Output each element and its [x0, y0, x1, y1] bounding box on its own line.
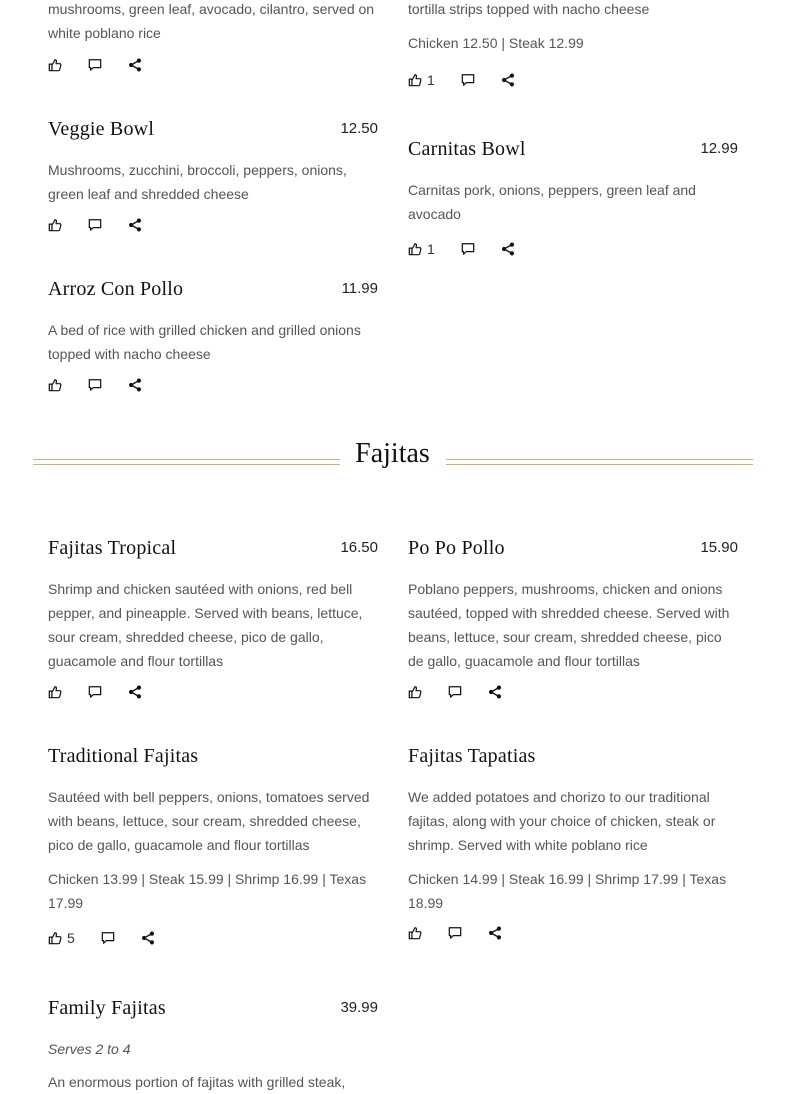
thumbs-up-icon: [48, 218, 62, 232]
like-button[interactable]: [48, 685, 62, 699]
item-name: Fajitas Tapatias: [408, 745, 536, 767]
comment-button[interactable]: [448, 926, 462, 940]
share-icon: [128, 685, 142, 699]
thumbs-up-icon: [408, 242, 422, 256]
item-serves-note: Serves 2 to 4: [48, 1041, 131, 1057]
item-description: Sautéed with bell peppers, onions, tomatoes served with beans, lettuce, sour cream, shredded cheese, pico de gallo, guacamole and flour tortillas: [48, 789, 370, 853]
like-button[interactable]: [48, 218, 62, 232]
item-actions: [408, 71, 541, 89]
thumbs-up-icon: [408, 73, 422, 87]
item-description: mushrooms, green leaf, avocado, cilantro, served on white poblano rice: [48, 1, 375, 41]
share-icon: [128, 218, 142, 232]
comment-icon: [461, 242, 475, 256]
comment-icon: [88, 218, 102, 232]
item-actions: [48, 216, 168, 234]
item-actions: [408, 683, 528, 701]
share-button[interactable]: [501, 73, 515, 87]
thumbs-up-icon: [48, 378, 62, 392]
menu-item-veggie-bowl: [48, 118, 378, 206]
menu-item-family-fajitas: [48, 997, 378, 1094]
item-actions: [48, 683, 168, 701]
share-button[interactable]: [501, 242, 515, 256]
item-price: 11.99: [341, 280, 378, 297]
like-button[interactable]: [408, 72, 435, 88]
menu-item-fajitas-tapatias: [408, 745, 738, 915]
share-icon: [141, 931, 155, 945]
item-price: 12.99: [700, 140, 738, 157]
menu-item-carnitas-bowl: [408, 138, 738, 257]
item-name: Po Po Pollo: [408, 537, 505, 559]
item-actions: [408, 924, 528, 942]
like-count: 1: [427, 72, 435, 88]
share-button[interactable]: [488, 685, 502, 699]
share-button[interactable]: [488, 926, 502, 940]
item-name: Carnitas Bowl: [408, 138, 526, 160]
share-button[interactable]: [141, 931, 155, 945]
share-icon: [501, 73, 515, 87]
item-price-options: Chicken 14.99 | Steak 16.99 | Shrimp 17.99 | Texas 18.99: [408, 871, 727, 911]
share-icon: [488, 926, 502, 940]
comment-icon: [88, 378, 102, 392]
item-actions: [408, 240, 541, 258]
share-button[interactable]: [128, 685, 142, 699]
item-description: An enormous portion of fajitas with grilled steak,: [48, 1074, 346, 1090]
comment-button[interactable]: [448, 685, 462, 699]
item-description: Poblano peppers, mushrooms, chicken and onions sautéed, topped with shredded cheese. Served with beans, lettuce, sour cream, shredded cheese, pico de gallo, guacamole and flour tortillas: [408, 581, 730, 669]
item-price: 15.90: [700, 539, 738, 556]
thumbs-up-icon: [48, 931, 62, 945]
menu-item-arroz-con-pollo: [48, 278, 378, 366]
item-price-options: Chicken 13.99 | Steak 15.99 | Shrimp 16.99 | Texas 17.99: [48, 871, 367, 911]
item-actions: [48, 929, 181, 947]
comment-icon: [448, 926, 462, 940]
comment-icon: [448, 685, 462, 699]
comment-button[interactable]: [101, 931, 115, 945]
menu-item-po-po-pollo: [408, 537, 738, 673]
item-name: Family Fajitas: [48, 997, 166, 1019]
comment-button[interactable]: [88, 58, 102, 72]
comment-icon: [88, 58, 102, 72]
thumbs-up-icon: [48, 58, 62, 72]
like-button[interactable]: [48, 930, 75, 946]
share-icon: [128, 58, 142, 72]
like-count: 5: [67, 930, 75, 946]
comment-icon: [101, 931, 115, 945]
section-title: Fajitas: [355, 438, 430, 469]
item-actions: [48, 56, 168, 74]
item-price-options: Chicken 12.50 | Steak 12.99: [408, 35, 584, 51]
like-button[interactable]: [48, 58, 62, 72]
item-price: 12.50: [340, 120, 378, 137]
thumbs-up-icon: [408, 685, 422, 699]
item-description: tortilla strips topped with nacho cheese: [408, 1, 650, 17]
item-description: Shrimp and chicken sautéed with onions, red bell pepper, and pineapple. Served with beans, lettuce, sour cream, shredded cheese, pico de gallo, guacamole and flour tortillas: [48, 581, 363, 669]
like-button[interactable]: [408, 926, 422, 940]
item-description: We added potatoes and chorizo to our traditional fajitas, along with your choice of chicken, steak or shrimp. Served with white poblano rice: [408, 789, 716, 853]
menu-item-partial-left: [48, 0, 378, 45]
comment-button[interactable]: [88, 685, 102, 699]
thumbs-up-icon: [408, 926, 422, 940]
share-icon: [128, 378, 142, 392]
comment-button[interactable]: [88, 378, 102, 392]
item-description: A bed of rice with grilled chicken and grilled onions topped with nacho cheese: [48, 322, 361, 362]
item-name: Fajitas Tropical: [48, 537, 177, 559]
share-icon: [501, 242, 515, 256]
item-description: Carnitas pork, onions, peppers, green leaf and avocado: [408, 182, 696, 222]
comment-button[interactable]: [88, 218, 102, 232]
like-button[interactable]: [408, 241, 435, 257]
item-actions: [48, 376, 168, 394]
item-price: 16.50: [340, 539, 378, 556]
item-price: 39.99: [340, 999, 378, 1016]
menu-item-partial-right: [408, 0, 738, 88]
share-icon: [488, 685, 502, 699]
item-name: Traditional Fajitas: [48, 745, 199, 767]
share-button[interactable]: [128, 58, 142, 72]
item-name: Veggie Bowl: [48, 118, 155, 140]
share-button[interactable]: [128, 218, 142, 232]
share-button[interactable]: [128, 378, 142, 392]
section-divider-right: [446, 459, 753, 465]
comment-icon: [461, 73, 475, 87]
comment-button[interactable]: [461, 242, 475, 256]
like-button[interactable]: [48, 378, 62, 392]
comment-icon: [88, 685, 102, 699]
item-name: Arroz Con Pollo: [48, 278, 184, 300]
menu-item-fajitas-tropical: [48, 537, 378, 673]
thumbs-up-icon: [48, 685, 62, 699]
like-button[interactable]: [408, 685, 422, 699]
menu-item-traditional-fajitas: [48, 745, 378, 946]
item-description: Mushrooms, zucchini, broccoli, peppers, onions, green leaf and shredded cheese: [48, 162, 347, 202]
like-count: 1: [427, 241, 435, 257]
comment-button[interactable]: [461, 73, 475, 87]
